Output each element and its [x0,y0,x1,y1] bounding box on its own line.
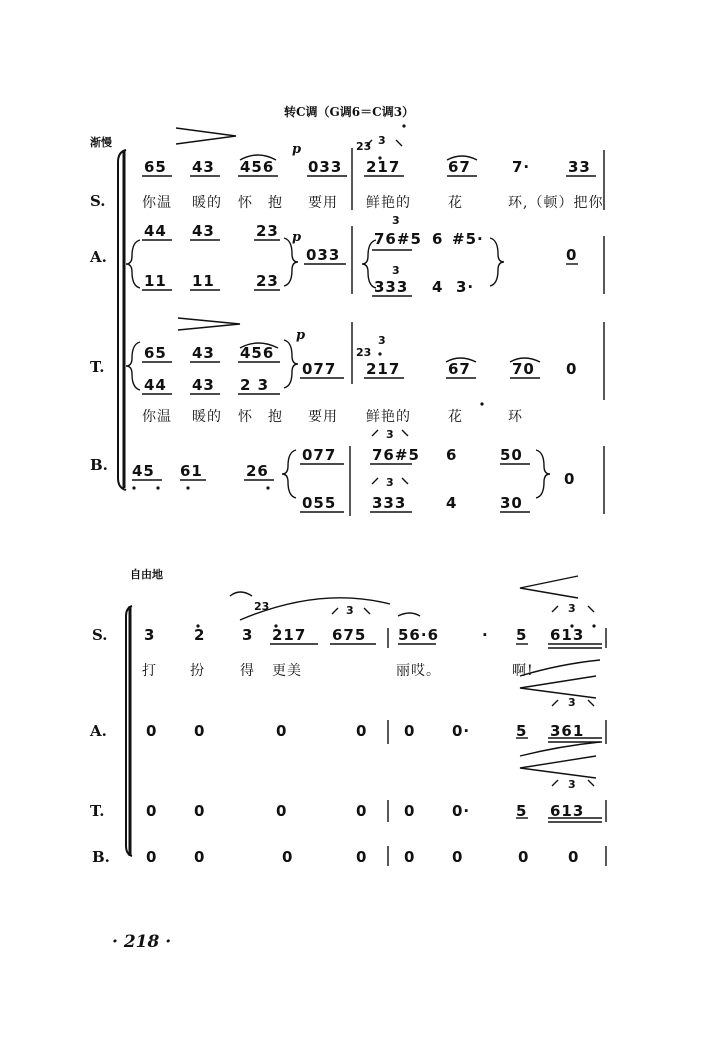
note-group: 65 [144,158,167,176]
lyric: 啊! [512,663,534,679]
rest: 0 [194,802,206,820]
note-group: 43 [192,344,215,362]
lyric: 打 [142,663,157,679]
rest: 0 [564,470,576,488]
page-number: · 218 · [112,932,172,952]
lyric: 扮 [190,663,205,679]
note-group: 333 [372,494,407,512]
rest: 0 [276,722,288,740]
note-group: 70 [512,360,535,378]
rest: 0· [452,802,471,820]
lyric: 鲜艳的 [366,409,411,425]
lyric: 环,（顿）把你 [508,195,604,211]
triplet-mark: 3 [346,604,354,617]
note-group: 361 [550,722,585,740]
triplet-mark: 3 [378,134,386,147]
lyric: 你温 [142,195,172,211]
note-group: #5· [452,230,484,248]
note-group: 11 [192,272,215,290]
rest: 0 [194,722,206,740]
lyric: 要用 [308,195,338,211]
note-group: 56·6 [398,626,440,644]
note-group: 76#5 [372,446,420,464]
rest: 0 [518,848,530,866]
key-change: 转C调（G调6＝C调3） [284,105,415,119]
note-group: 23 [256,222,279,240]
note-group: 30 [500,494,523,512]
part-label-soprano-2: S. [92,626,108,644]
triplet-mark: 3 [568,696,576,709]
note-group: 613 [550,802,585,820]
rest: 0 [452,848,464,866]
note-group: 456 [240,344,275,362]
grace-notes: 23 [356,346,372,359]
rest: 0 [566,246,578,264]
note-group: 6 [432,230,444,248]
rest: 0· [452,722,471,740]
note-group: 67 [448,360,471,378]
note-group: 6 [446,446,458,464]
note-group: 11 [144,272,167,290]
note-group: 4 [432,278,444,296]
triplet-mark: 3 [386,428,394,441]
rest: 0 [356,802,368,820]
part-label-bass: B. [90,456,108,474]
note-group: 613 [550,626,585,644]
rest: 0 [404,722,416,740]
note: · [482,626,489,644]
note-group: 2 3 [240,376,270,394]
part-label-tenor-2: T. [90,802,105,820]
lyric: 得 [240,663,255,679]
note-group: 33 [568,158,591,176]
dynamic-p: p [292,142,302,157]
note-group: 077 [302,446,337,464]
note: 3 [242,626,254,644]
note-group: 4 [446,494,458,512]
note-group: 217 [366,360,401,378]
dynamic-p: p [292,230,302,245]
triplet-mark: 3 [386,476,394,489]
tempo-marking: 渐慢 [90,136,112,149]
rest: 0 [404,802,416,820]
rest: 0 [356,722,368,740]
note-group: 76#5 [374,230,422,248]
note-group: 675 [332,626,367,644]
lyric: 要用 [308,409,338,425]
note-group: 456 [240,158,275,176]
note-group: 43 [192,376,215,394]
dynamic-p: p [296,328,306,343]
triplet-mark: 3 [392,214,400,227]
tempo-marking-2: 自由地 [130,568,163,581]
note-group: 033 [306,246,341,264]
rest: 0 [282,848,294,866]
note-group: 26 [246,462,269,480]
triplet-mark: 3 [568,602,576,615]
rest: 0 [146,722,158,740]
note: 2 [194,626,206,644]
part-label-alto-2: A. [90,722,107,740]
lyric: 环 [508,409,523,425]
note-group: 61 [180,462,203,480]
note-group: 50 [500,446,523,464]
rest: 0 [194,848,206,866]
lyric: 暖的 [192,409,222,425]
note-group: 43 [192,222,215,240]
note-group: 43 [192,158,215,176]
note-group: 217 [366,158,401,176]
triplet-mark: 3 [392,264,400,277]
rest: 0 [566,360,578,378]
note-group: 65 [144,344,167,362]
triplet-mark: 3 [378,334,386,347]
note-group: 077 [302,360,337,378]
note: 3 [144,626,156,644]
note-group: 44 [144,222,167,240]
rest: 0 [356,848,368,866]
lyric: 丽哎。 [396,663,441,679]
note-group: 44 [144,376,167,394]
part-label-soprano: S. [90,192,106,210]
note-group: 45 [132,462,155,480]
note-group: 333 [374,278,409,296]
lyric: 你温 [142,409,172,425]
lyric: 暖的 [192,195,222,211]
lyric: 鲜艳的 [366,195,411,211]
part-label-tenor: T. [90,358,105,376]
lyric: 抱 [268,409,283,425]
part-label-bass-2: B. [92,848,110,866]
note-group: 217 [272,626,307,644]
note-group: 23 [256,272,279,290]
rest: 0 [146,848,158,866]
note-group: 055 [302,494,337,512]
grace-notes: 23 [254,600,270,613]
rest: 0 [276,802,288,820]
grace-notes: 23 [356,140,372,153]
note: 5 [516,626,528,644]
rest: 0 [146,802,158,820]
lyric: 怀 [238,195,253,211]
rest: 0 [404,848,416,866]
note-group: 7· [512,158,531,176]
note-group: 67 [448,158,471,176]
rest: 0 [568,848,580,866]
lyric: 花 [448,195,463,211]
triplet-mark: 3 [568,778,576,791]
part-label-alto: A. [90,248,107,266]
lyric: 抱 [268,195,283,211]
note: 5 [516,722,528,740]
lyric: 花 [448,409,463,425]
note: 5 [516,802,528,820]
note-group: 3· [456,278,475,296]
lyric: 更美 [272,663,302,679]
note-group: 033 [308,158,343,176]
lyric: 怀 [238,409,253,425]
